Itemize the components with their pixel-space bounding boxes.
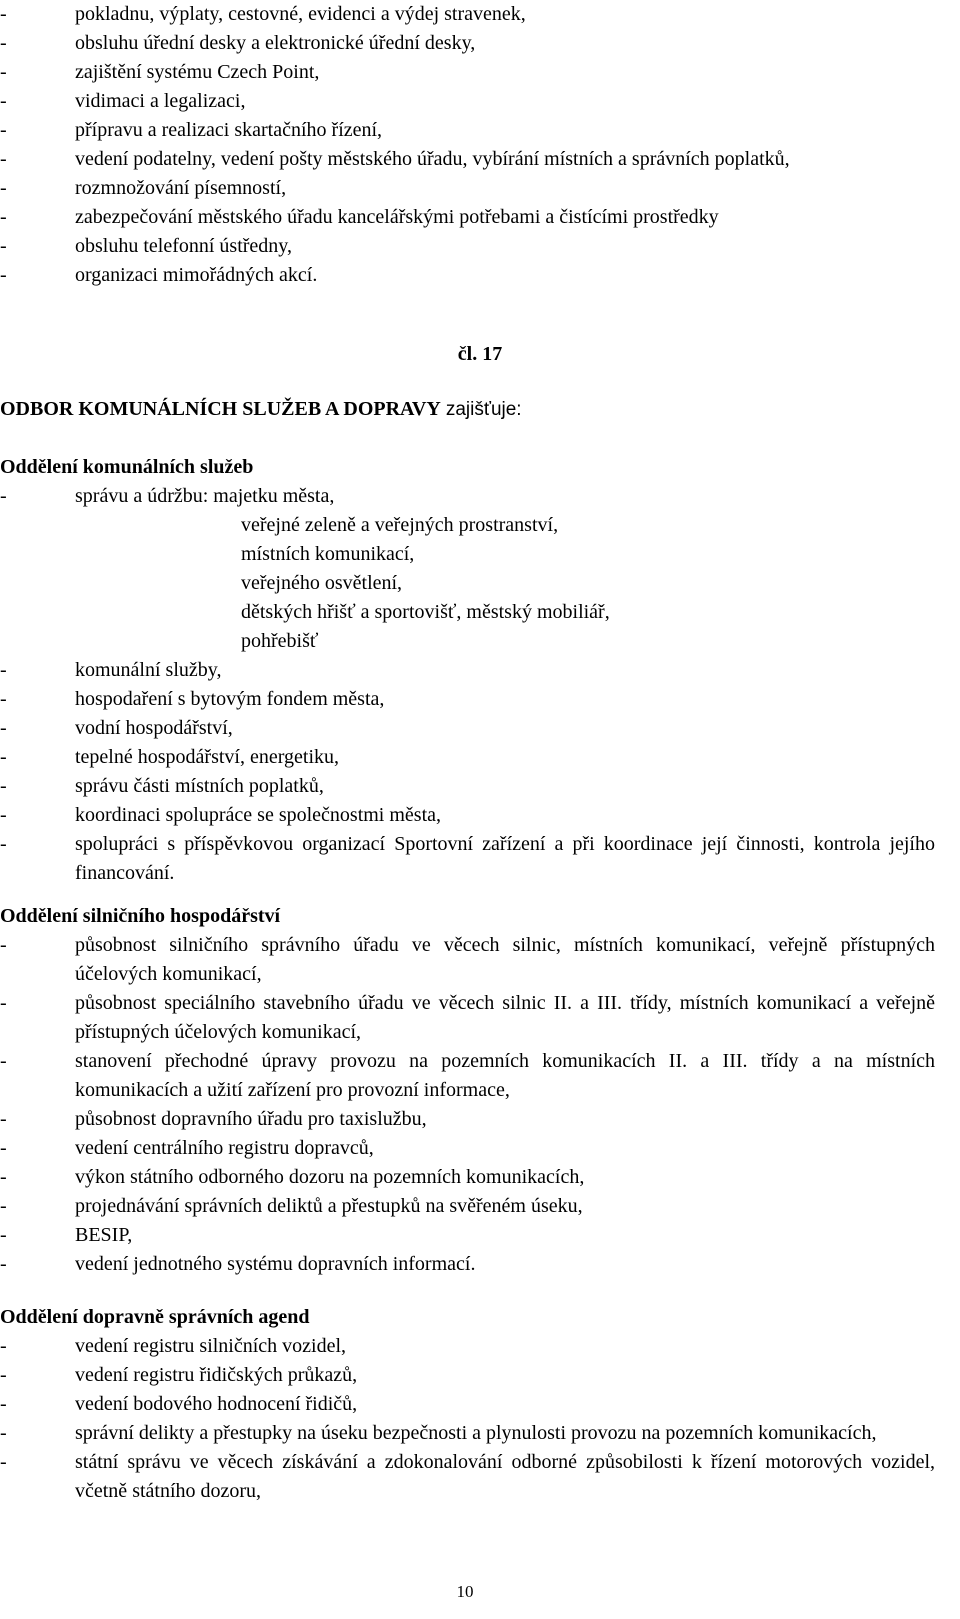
sub-list-item: dětských hřišť a sportovišť, městský mobiliář,: [241, 601, 610, 623]
list-item: - vidimaci a legalizaci,: [0, 90, 246, 112]
list-item: - hospodaření s bytovým fondem města,: [0, 688, 385, 710]
list-item: - tepelné hospodářství, energetiku,: [0, 746, 340, 768]
list-item: - rozmnožování písemností,: [0, 177, 287, 199]
list-item: - pokladnu, výplaty, cestovné, evidenci a výdej stravenek,: [0, 3, 526, 25]
list-item: - zabezpečování městského úřadu kancelářskými potřebami a čistícími prostředky: [0, 206, 719, 228]
department-suffix: zajišťuje:: [445, 399, 522, 420]
list-item: - působnost speciálního stavebního úřadu ve věcech silnic II. a III. třídy, místních komunikací a veřejně přístupných účelových komunikací,: [0, 992, 935, 1043]
list-item: - vedení registru řidičských průkazů,: [0, 1364, 358, 1386]
list-item: - vodní hospodářství,: [0, 717, 233, 739]
list-item: - vedení podatelny, vedení pošty městského úřadu, vybírání místních a správních poplatků,: [0, 148, 790, 170]
list-item: - vedení centrálního registru dopravců,: [0, 1137, 374, 1159]
sub-list-item: veřejné zeleně a veřejných prostranství,: [241, 514, 559, 536]
section-dopravne: [0, 1303, 935, 1506]
list-item: - výkon státního odborného dozoru na pozemních komunikacích,: [0, 1166, 585, 1188]
department-title: ODBOR KOMUNÁLNÍCH SLUŽEB A DOPRAVY: [0, 398, 441, 420]
list-item: - koordinaci spolupráce se společnostmi města,: [0, 804, 442, 826]
list-item: - státní správu ve věcech získávání a zdokonalování odborné způsobilosti k řízení motorových vozidel, včetně státního dozoru,: [0, 1451, 935, 1502]
list-item: - přípravu a realizaci skartačního řízení,: [0, 119, 383, 141]
section-silnicni: [0, 902, 935, 1279]
list-item: - zajištění systému Czech Point,: [0, 61, 320, 83]
sub-list-item: místních komunikací,: [241, 543, 415, 565]
list-item: - správu části místních poplatků,: [0, 775, 324, 797]
list-item: - spolupráci s příspěvkovou organizací Sportovní zařízení a při koordinace její činnosti, kontrola jejího financování.: [0, 833, 935, 884]
list-item: - správu a údržbu: majetku města,: [0, 485, 335, 507]
list-item: - vedení jednotného systému dopravních informací.: [0, 1253, 476, 1275]
page-number: 10: [456, 1582, 474, 1601]
article-title: čl. 17: [457, 343, 503, 365]
section-title: Oddělení dopravně správních agend: [0, 1306, 310, 1328]
list-item: - komunální služby,: [0, 659, 222, 681]
department-heading: [0, 395, 522, 424]
list-item: - vedení registru silničních vozidel,: [0, 1335, 347, 1357]
list-item: - působnost dopravního úřadu pro taxislužbu,: [0, 1108, 427, 1130]
list-item: - obsluhu úřední desky a elektronické úřední desky,: [0, 32, 476, 54]
list-item: - správní delikty a přestupky na úseku bezpečnosti a plynulosti provozu na pozemních komunikacích,: [0, 1422, 877, 1444]
sub-list-item: veřejného osvětlení,: [241, 572, 403, 594]
list-item: - obsluhu telefonní ústředny,: [0, 235, 293, 257]
list-item: - organizaci mimořádných akcí.: [0, 264, 318, 286]
section-komunalni: [0, 453, 935, 888]
list-item: - stanovení přechodné úpravy provozu na pozemních komunikacích II. a III. třídy a na místních komunikacích a užití zařízení pro provozní informace,: [0, 1050, 935, 1101]
list-item: - projednávání správních deliktů a přestupků na svěřeném úseku,: [0, 1195, 583, 1217]
section-title: Oddělení komunálních služeb: [0, 456, 254, 478]
list-item: - vedení bodového hodnocení řidičů,: [0, 1393, 358, 1415]
top-list: [0, 0, 935, 290]
list-item: - působnost silničního správního úřadu ve věcech silnic, místních komunikací, veřejně přístupných účelových komunikací,: [0, 934, 935, 985]
section-title: Oddělení silničního hospodářství: [0, 905, 281, 927]
list-item: - BESIP,: [0, 1224, 133, 1246]
sub-list-item: pohřebišť: [241, 630, 319, 652]
